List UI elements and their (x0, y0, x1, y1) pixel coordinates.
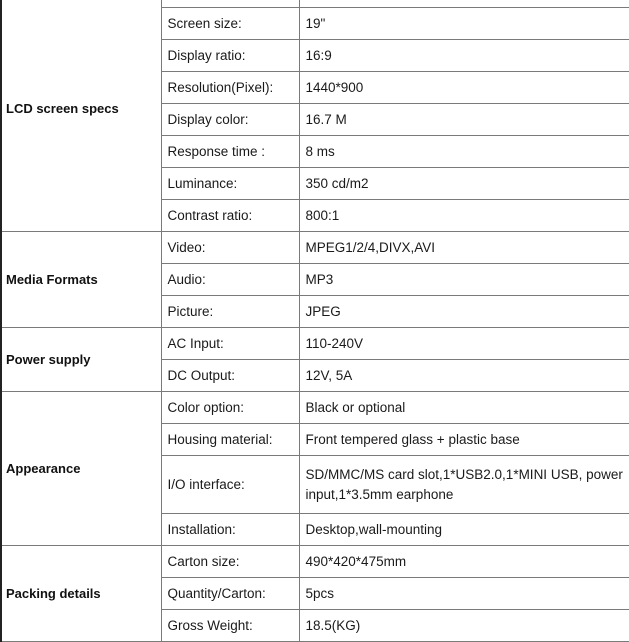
spec-value: JPEG (299, 296, 629, 328)
category-label: Power supply (6, 351, 91, 367)
spec-label: Carton size: (161, 546, 299, 578)
spec-label: Video: (161, 232, 299, 264)
spec-label: Luminance: (161, 168, 299, 200)
spec-value: 110-240V (299, 328, 629, 360)
spec-value: MPEG1/2/4,DIVX,AVI (299, 232, 629, 264)
spec-label: DC Output: (161, 360, 299, 392)
spec-value: 5pcs (299, 578, 629, 610)
spec-label: Color option: (161, 392, 299, 424)
spec-label: Screen size: (161, 8, 299, 40)
category-cell (1, 232, 161, 328)
spec-value: Front tempered glass + plastic base (299, 424, 629, 456)
spec-label: Audio: (161, 264, 299, 296)
category-label: Appearance (6, 460, 81, 476)
category-label: LCD screen specs (6, 101, 119, 116)
spec-value: MP3 (299, 264, 629, 296)
category-cell (1, 328, 161, 392)
spec-label: Resolution(Pixel): (161, 72, 299, 104)
table-row (1, 232, 629, 264)
spec-value: 18.5(KG) (299, 610, 629, 642)
table-row (1, 328, 629, 360)
spec-label: Display color: (161, 104, 299, 136)
table-row (1, 546, 629, 578)
category-cell (1, 392, 161, 546)
category-cell (1, 0, 161, 232)
spec-label-empty (161, 0, 299, 8)
spec-label: Quantity/Carton: (161, 578, 299, 610)
table-row-top-partial (1, 0, 629, 8)
spec-label: AC Input: (161, 328, 299, 360)
spec-value: 16.7 M (299, 104, 629, 136)
spec-label: Display ratio: (161, 40, 299, 72)
spec-value: Desktop,wall-mounting (299, 514, 629, 546)
spec-value: Black or optional (299, 392, 629, 424)
category-label: Media Formats (6, 271, 98, 287)
category-cell (1, 546, 161, 642)
spec-label: Installation: (161, 514, 299, 546)
table-row (1, 392, 629, 424)
spec-value: 16:9 (299, 40, 629, 72)
spec-label: Response time : (161, 136, 299, 168)
spec-value: 800:1 (299, 200, 629, 232)
spec-value: 350 cd/m2 (299, 168, 629, 200)
spec-label: Gross Weight: (161, 610, 299, 642)
spec-label: Contrast ratio: (161, 200, 299, 232)
spec-label: Picture: (161, 296, 299, 328)
spec-value: 8 ms (299, 136, 629, 168)
spec-value-empty (299, 0, 629, 8)
category-label: Packing details (6, 585, 101, 601)
spec-label: Housing material: (161, 424, 299, 456)
spec-value: 19" (299, 8, 629, 40)
spec-label: I/O interface: (161, 456, 299, 514)
spec-value: SD/MMC/MS card slot,1*USB2.0,1*MINI USB, power input,1*3.5mm earphone (299, 456, 629, 514)
spec-value: 1440*900 (299, 72, 629, 104)
spec-value: 490*420*475mm (299, 546, 629, 578)
spec-value: 12V, 5A (299, 360, 629, 392)
